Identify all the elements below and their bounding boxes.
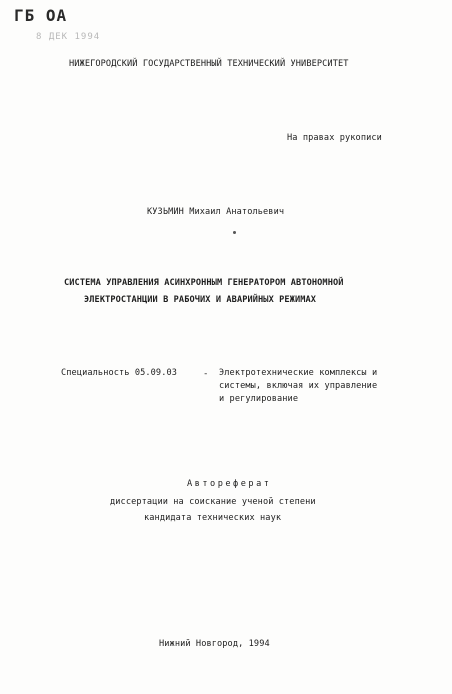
- library-stamp: ГБ ОА: [14, 6, 68, 25]
- abstract-line2: кандидата технических наук: [144, 513, 282, 523]
- stamp-date: 8 ДЕК 1994: [36, 32, 101, 42]
- rights-note: На правах рукописи: [287, 133, 382, 143]
- specialty-line1: Электротехнические комплексы и: [219, 368, 378, 378]
- author-name: КУЗЬМИН Михаил Анатольевич: [147, 207, 285, 217]
- specialty-line3: и регулирование: [219, 394, 299, 404]
- abstract-line1: диссертации на соискание ученой степени: [110, 497, 316, 507]
- specialty-label: Специальность 05.09.03: [61, 368, 178, 378]
- dot-mark: [233, 231, 236, 234]
- abstract-heading: Автореферат: [187, 479, 272, 489]
- institution-name: НИЖЕГОРОДСКИЙ ГОСУДАРСТВЕННЫЙ ТЕХНИЧЕСКИЙ УНИВЕРСИТЕТ: [69, 59, 349, 69]
- specialty-line2: системы, включая их управление: [219, 381, 378, 391]
- specialty-dash: -: [203, 369, 209, 379]
- thesis-title-line2: ЭЛЕКТРОСТАНЦИИ В РАБОЧИХ И АВАРИЙНЫХ РЕЖИМАХ: [84, 295, 317, 305]
- place-year: Нижний Новгород, 1994: [159, 639, 270, 649]
- thesis-title-line1: СИСТЕМА УПРАВЛЕНИЯ АСИНХРОННЫМ ГЕНЕРАТОРОМ АВТОНОМНОЙ: [64, 278, 344, 288]
